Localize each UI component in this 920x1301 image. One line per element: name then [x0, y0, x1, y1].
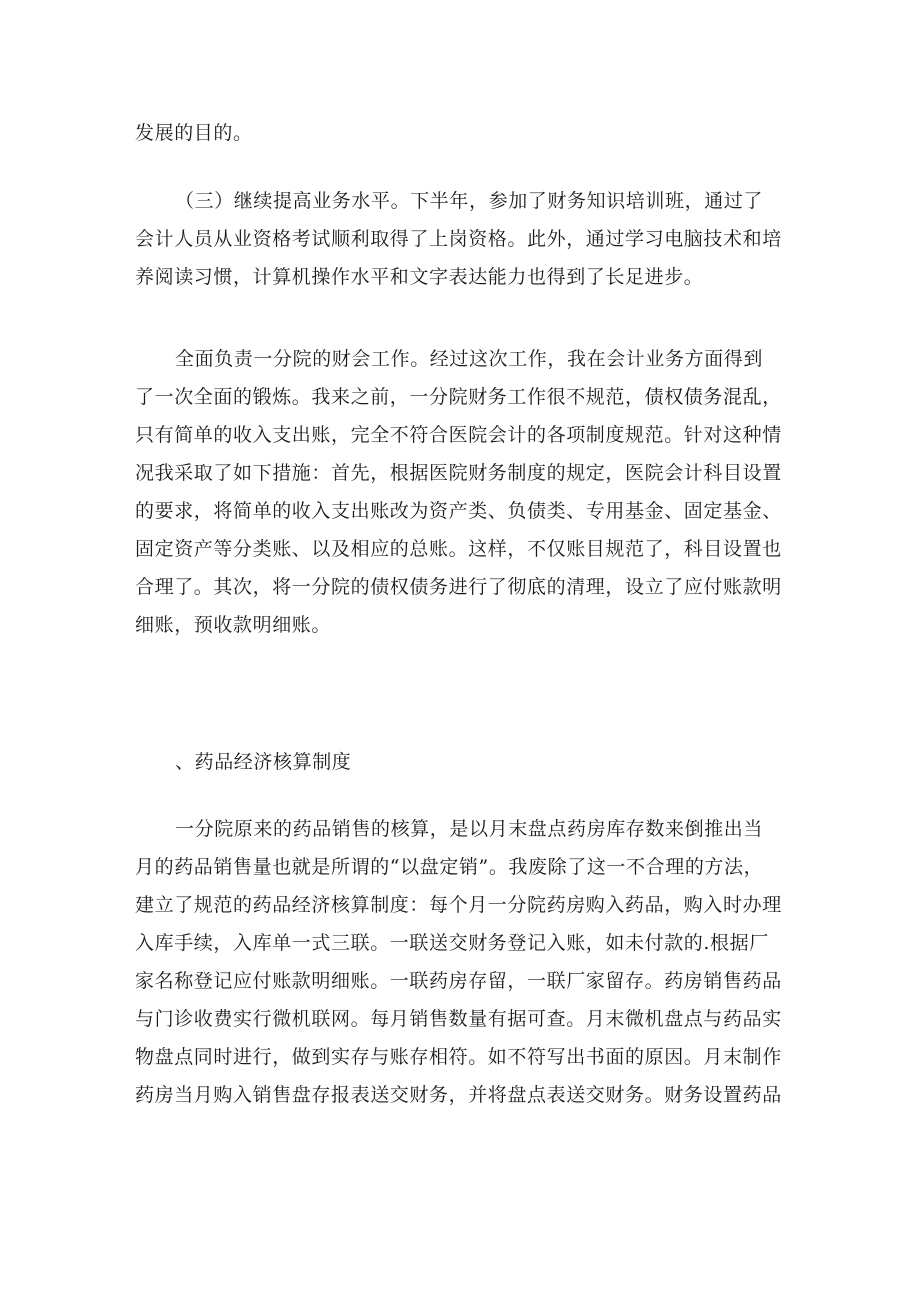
text-line: 一分院原来的药品销售的核算，是以月末盘点药房库存数来倒推出当 [175, 818, 764, 840]
text-line: 家名称登记应付账款明细账。一联药房存留，一联厂家留存。药房销售药品 [135, 970, 782, 992]
text-line: 月的药品销售量也就是所谓的“以盘定销”。我废除了这一不合理的方法， [135, 856, 764, 878]
text-line: 的要求，将简单的收入支出账改为资产类、负债类、专用基金、固定基金、 [135, 500, 782, 522]
text-line: 全面负责一分院的财会工作。经过这次工作，我在会计业务方面得到 [175, 348, 764, 370]
text-line: 、药品经济核算制度 [175, 751, 352, 773]
text-line: 入库手续，入库单一式三联。一联送交财务登记入账，如未付款的.根据厂 [135, 932, 769, 954]
text-line: 合理了。其次，将一分院的债权债务进行了彻底的清理，设立了应付账款明 [135, 576, 782, 598]
text-line: 固定资产等分类账、以及相应的总账。这样，不仅账目规范了，科目设置也 [135, 538, 782, 560]
paragraph-ending [135, 114, 787, 152]
text-line: 况我采取了如下措施：首先，根据医院财务制度的规定，医院会计科目设置 [135, 462, 782, 484]
text-line: 了一次全面的锻炼。我来之前，一分院财务工作很不规范，债权债务混乱， [135, 386, 782, 408]
text-line: 与门诊收费实行微机联网。每月销售数量有据可查。月末微机盘点与药品实 [135, 1008, 782, 1030]
text-line: 发展的目的。 [135, 122, 253, 144]
text-line: 细账，预收款明细账。 [135, 614, 332, 636]
text-line: 物盘点同时进行，做到实存与账存相符。如不符写出书面的原因。月末制作 [135, 1046, 782, 1068]
text-line: 会计人员从业资格考试顺利取得了上岗资格。此外，通过学习电脑技术和培 [135, 228, 782, 250]
section-heading [175, 743, 787, 781]
text-line: 养阅读习惯，计算机操作水平和文字表达能力也得到了长足进步。 [135, 266, 704, 288]
text-line: 药房当月购入销售盘存报表送交财务，并将盘点表送交财务。财务设置药品 [135, 1084, 782, 1106]
text-line: 只有简单的收入支出账，完全不符合医院会计的各项制度规范。针对这种情 [135, 424, 782, 446]
text-line: 建立了规范的药品经济核算制度：每个月一分院药房购入药品，购入时办理 [135, 894, 782, 916]
text-line: （三）继续提高业务水平。下半年，参加了财务知识培训班，通过了 [175, 190, 764, 212]
paragraph-drug-accounting [135, 810, 787, 1114]
paragraph-business-level [135, 182, 787, 296]
paragraph-accounting-work [135, 340, 787, 644]
